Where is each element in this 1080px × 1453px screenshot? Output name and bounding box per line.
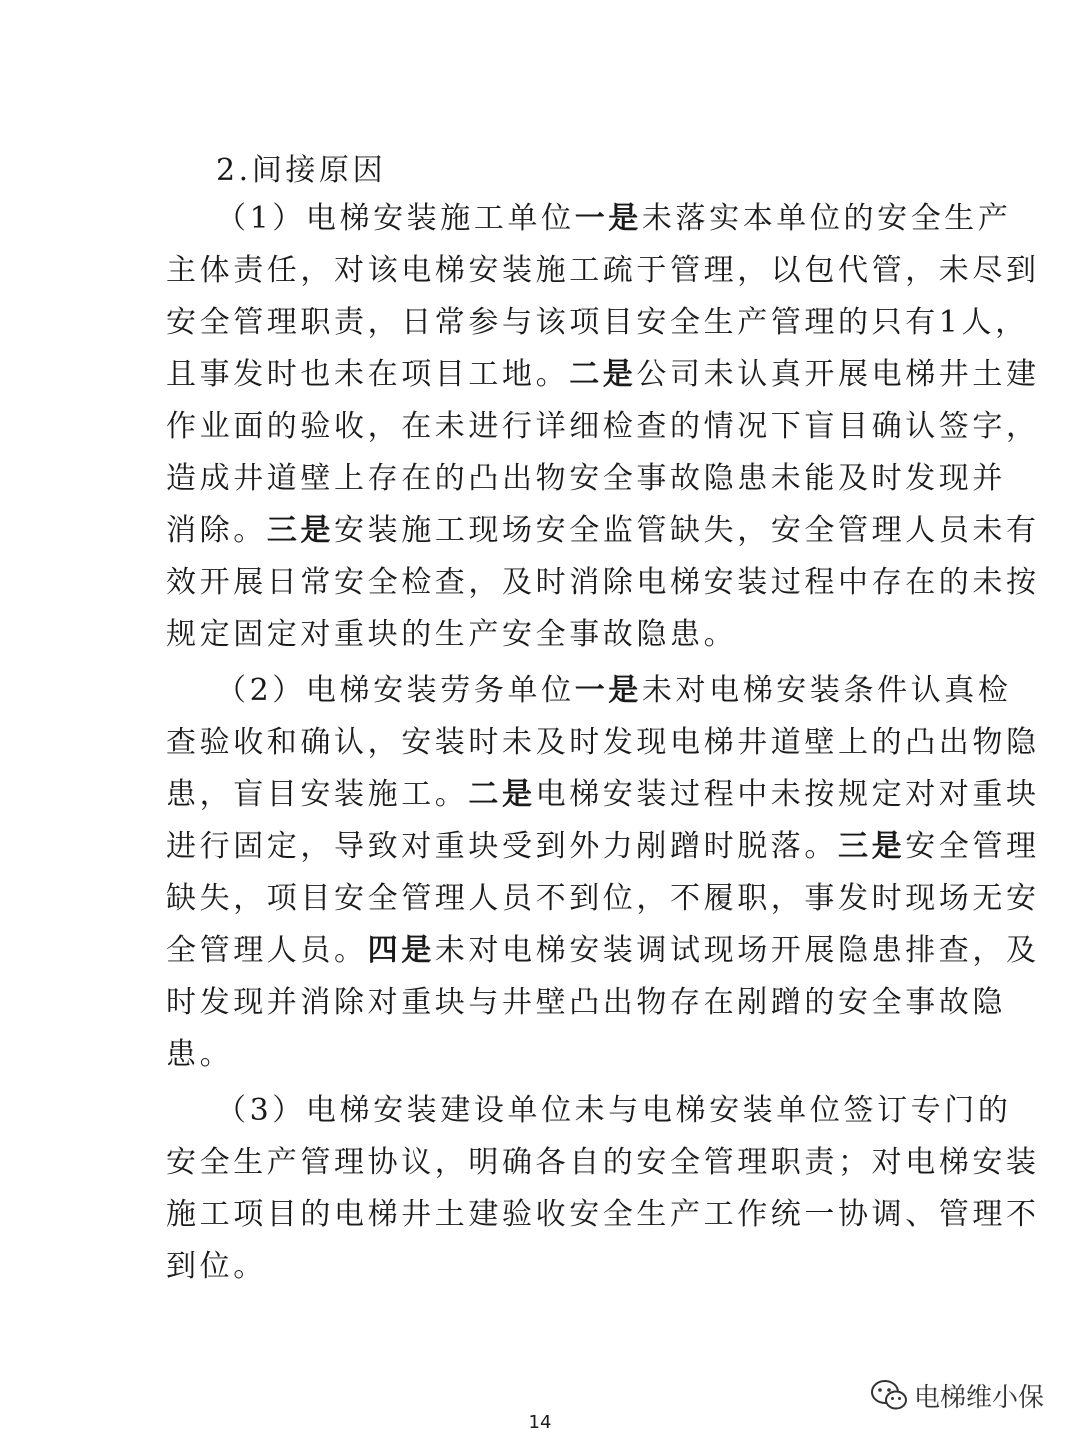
text-span: 安全管理 bbox=[905, 829, 1040, 864]
text-span: 进行固定，导致对重块受到外力剐蹭时脱落。 bbox=[166, 829, 838, 864]
text-span: （2）电梯安装劳务单位 bbox=[216, 673, 575, 708]
text-line bbox=[166, 455, 1006, 503]
text-line bbox=[216, 147, 966, 195]
text-line bbox=[216, 667, 1012, 715]
text-span: 造成井道壁上存在的凸出物安全事故隐患未能及时发现并 bbox=[166, 461, 1006, 496]
emphasis-text: 二是 bbox=[569, 357, 637, 392]
text-line bbox=[216, 195, 1012, 243]
text-span: 患，盲目安装施工。 bbox=[166, 777, 469, 812]
text-line bbox=[166, 507, 1040, 555]
text-line bbox=[166, 771, 1040, 819]
text-span: 查验收和确认，安装时未及时发现电梯井道壁上的凸出物隐 bbox=[166, 725, 1040, 760]
text-line bbox=[216, 1087, 1012, 1135]
page-number: 14 bbox=[528, 1412, 552, 1433]
emphasis-text: 一是 bbox=[574, 673, 642, 708]
text-span: 效开展日常安全检查，及时消除电梯安装过程中存在的未按 bbox=[166, 565, 1040, 600]
text-span: 未落实本单位的安全生产 bbox=[641, 201, 1012, 236]
wechat-icon bbox=[870, 1379, 908, 1411]
text-span: 施工项目的电梯井土建验收安全生产工作统一协调、管理不 bbox=[166, 1197, 1040, 1232]
emphasis-text: 一是 bbox=[574, 201, 642, 236]
text-span: （1）电梯安装施工单位 bbox=[216, 201, 575, 236]
text-line bbox=[166, 1031, 916, 1079]
text-span: 且事发时也未在项目工地。 bbox=[166, 357, 570, 392]
emphasis-text: 三是 bbox=[838, 829, 906, 864]
text-span: 患。 bbox=[166, 1037, 234, 1072]
text-span: 安全生产管理协议，明确各自的安全管理职责；对电梯安装 bbox=[166, 1145, 1040, 1180]
text-span: （3）电梯安装建设单位未与电梯安装单位签订专门的 bbox=[216, 1093, 1012, 1128]
text-line bbox=[166, 719, 1040, 767]
text-span: 未对电梯安装调试现场开展隐患排查，及 bbox=[434, 933, 1040, 968]
text-span: 2.间接原因 bbox=[216, 153, 387, 188]
watermark-text: 电梯维小保 bbox=[914, 1382, 1045, 1413]
emphasis-text: 二是 bbox=[468, 777, 536, 812]
text-line bbox=[166, 611, 916, 659]
text-span: 未对电梯安装条件认真检 bbox=[641, 673, 1012, 708]
emphasis-text: 四是 bbox=[367, 933, 435, 968]
text-line bbox=[166, 875, 1040, 923]
text-line bbox=[166, 1191, 1040, 1239]
emphasis-text: 三是 bbox=[266, 513, 335, 548]
text-span: 全管理人员。 bbox=[166, 933, 368, 968]
text-line bbox=[166, 1139, 1040, 1187]
text-line bbox=[166, 823, 1040, 871]
text-span: 安装施工现场安全监管缺失，安全管理人员未有 bbox=[334, 513, 1040, 548]
text-span: 公司未认真开展电梯井土建 bbox=[636, 357, 1040, 392]
text-line bbox=[166, 1243, 916, 1291]
text-span: 缺失，项目安全管理人员不到位，不履职，事发时现场无安 bbox=[166, 881, 1040, 916]
text-line bbox=[166, 351, 1040, 399]
text-span: 消除。 bbox=[166, 513, 267, 548]
text-line bbox=[166, 247, 1040, 295]
text-span: 规定固定对重块的生产安全事故隐患。 bbox=[166, 617, 738, 652]
text-line bbox=[166, 927, 1040, 975]
text-line bbox=[166, 559, 1040, 607]
text-span: 作业面的验收，在未进行详细检查的情况下盲目确认签字， bbox=[166, 409, 1040, 444]
text-span: 主体责任，对该电梯安装施工疏于管理，以包代管，未尽到 bbox=[166, 253, 1040, 288]
text-line bbox=[166, 299, 1029, 347]
text-span: 时发现并消除对重块与井壁凸出物存在剐蹭的安全事故隐 bbox=[166, 985, 1006, 1020]
text-span: 到位。 bbox=[166, 1249, 267, 1284]
watermark bbox=[870, 1375, 1044, 1415]
text-span: 电梯安装过程中未按规定对对重块 bbox=[535, 777, 1040, 812]
text-line bbox=[166, 979, 1006, 1027]
text-line bbox=[166, 403, 1040, 451]
text-span: 安全管理职责，日常参与该项目安全生产管理的只有1人， bbox=[166, 305, 1029, 340]
